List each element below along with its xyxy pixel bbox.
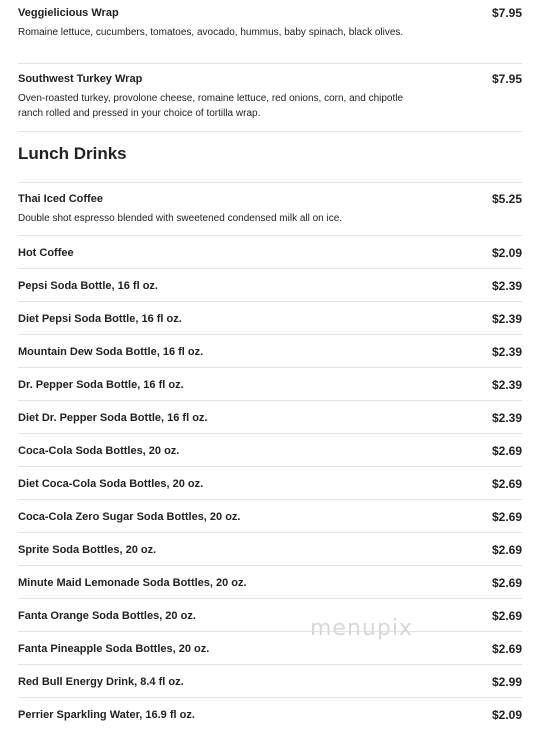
menu-item[interactable] — [18, 698, 522, 731]
item-price: $2.39 — [491, 279, 522, 293]
item-name: Diet Pepsi Soda Bottle, 16 fl oz. — [18, 313, 182, 325]
menu-item-row — [18, 411, 522, 425]
item-name: Diet Coca-Cola Soda Bottles, 20 oz. — [18, 478, 204, 490]
item-name: Pepsi Soda Bottle, 16 fl oz. — [18, 280, 158, 292]
item-name: Dr. Pepper Soda Bottle, 16 fl oz. — [18, 379, 184, 391]
item-name: Thai Iced Coffee — [18, 193, 103, 205]
item-description: Romaine lettuce, cucumbers, tomatoes, avocado, hummus, baby spinach, black olives. — [18, 27, 404, 38]
item-price: $2.09 — [491, 708, 522, 722]
menu-item[interactable] — [18, 533, 522, 566]
item-name: Minute Maid Lemonade Soda Bottles, 20 oz. — [18, 577, 247, 589]
menu-item[interactable] — [18, 64, 522, 132]
item-name: Sprite Soda Bottles, 20 oz. — [18, 544, 157, 556]
item-name: Southwest Turkey Wrap — [18, 73, 143, 85]
item-name: Veggielicious Wrap — [18, 7, 119, 19]
menu-item[interactable] — [18, 183, 522, 236]
menu-item-row — [18, 543, 522, 557]
item-name: Fanta Orange Soda Bottles, 20 oz. — [18, 610, 196, 622]
menu-item-row — [18, 675, 522, 689]
menu-item-row — [18, 279, 522, 293]
item-name: Coca-Cola Zero Sugar Soda Bottles, 20 oz. — [18, 511, 241, 523]
item-price: $2.39 — [491, 411, 522, 425]
menu-item-row — [18, 378, 522, 392]
item-description: Double shot espresso blended with sweetened condensed milk all on ice. — [18, 213, 343, 224]
menu-item[interactable] — [18, 0, 522, 64]
item-price: $2.99 — [491, 675, 522, 689]
item-price: $2.69 — [491, 477, 522, 491]
item-price: $2.69 — [491, 444, 522, 458]
menu-item-row — [18, 576, 522, 590]
menu-item[interactable] — [18, 302, 522, 335]
menu-item[interactable] — [18, 401, 522, 434]
item-price: $2.09 — [491, 246, 522, 260]
menu-item-row — [18, 708, 522, 722]
menu-item-row — [18, 477, 522, 491]
menu-item-row — [18, 444, 522, 458]
menu-item-row — [18, 246, 522, 260]
item-price: $5.25 — [491, 192, 522, 206]
item-name: Coca-Cola Soda Bottles, 20 oz. — [18, 445, 180, 457]
item-name: Hot Coffee — [18, 247, 74, 259]
item-name: Mountain Dew Soda Bottle, 16 fl oz. — [18, 346, 204, 358]
menu-item[interactable] — [18, 467, 522, 500]
menu-item-row — [18, 510, 522, 524]
menu-item[interactable] — [18, 500, 522, 533]
menu-item-row — [18, 6, 522, 20]
menu-list — [18, 0, 522, 731]
item-name: Red Bull Energy Drink, 8.4 fl oz. — [18, 676, 184, 688]
menu-item[interactable] — [18, 269, 522, 302]
menu-item-row — [18, 72, 522, 86]
section-title: Lunch Drinks — [18, 132, 522, 183]
item-price: $7.95 — [491, 72, 522, 86]
menu-item[interactable] — [18, 434, 522, 467]
item-price: $2.69 — [491, 642, 522, 656]
item-price: $2.69 — [491, 609, 522, 623]
menu-item[interactable] — [18, 566, 522, 599]
item-price: $2.69 — [491, 576, 522, 590]
item-price: $2.39 — [491, 345, 522, 359]
item-name: Perrier Sparkling Water, 16.9 fl oz. — [18, 709, 195, 721]
item-price: $2.39 — [491, 312, 522, 326]
menu-item[interactable] — [18, 335, 522, 368]
item-name: Diet Dr. Pepper Soda Bottle, 16 fl oz. — [18, 412, 208, 424]
menu-item[interactable] — [18, 632, 522, 665]
menu-item[interactable] — [18, 368, 522, 401]
item-name: Fanta Pineapple Soda Bottles, 20 oz. — [18, 643, 210, 655]
menu-item-row — [18, 192, 522, 206]
watermark-logo: menupix — [310, 616, 413, 641]
menu-item[interactable] — [18, 236, 522, 269]
menu-item-row — [18, 345, 522, 359]
menu-item-row — [18, 609, 522, 623]
item-price: $2.69 — [491, 543, 522, 557]
menu-item[interactable] — [18, 599, 522, 632]
item-price: $2.39 — [491, 378, 522, 392]
menu-item-row — [18, 642, 522, 656]
item-description: Oven-roasted turkey, provolone cheese, romaine lettuce, red onions, corn, and chipotle ranch rolled and pressed in your choice of tortilla wrap. — [18, 93, 404, 119]
menu-item[interactable] — [18, 665, 522, 698]
item-price: $7.95 — [491, 6, 522, 20]
item-price: $2.69 — [491, 510, 522, 524]
menu-item-row — [18, 312, 522, 326]
